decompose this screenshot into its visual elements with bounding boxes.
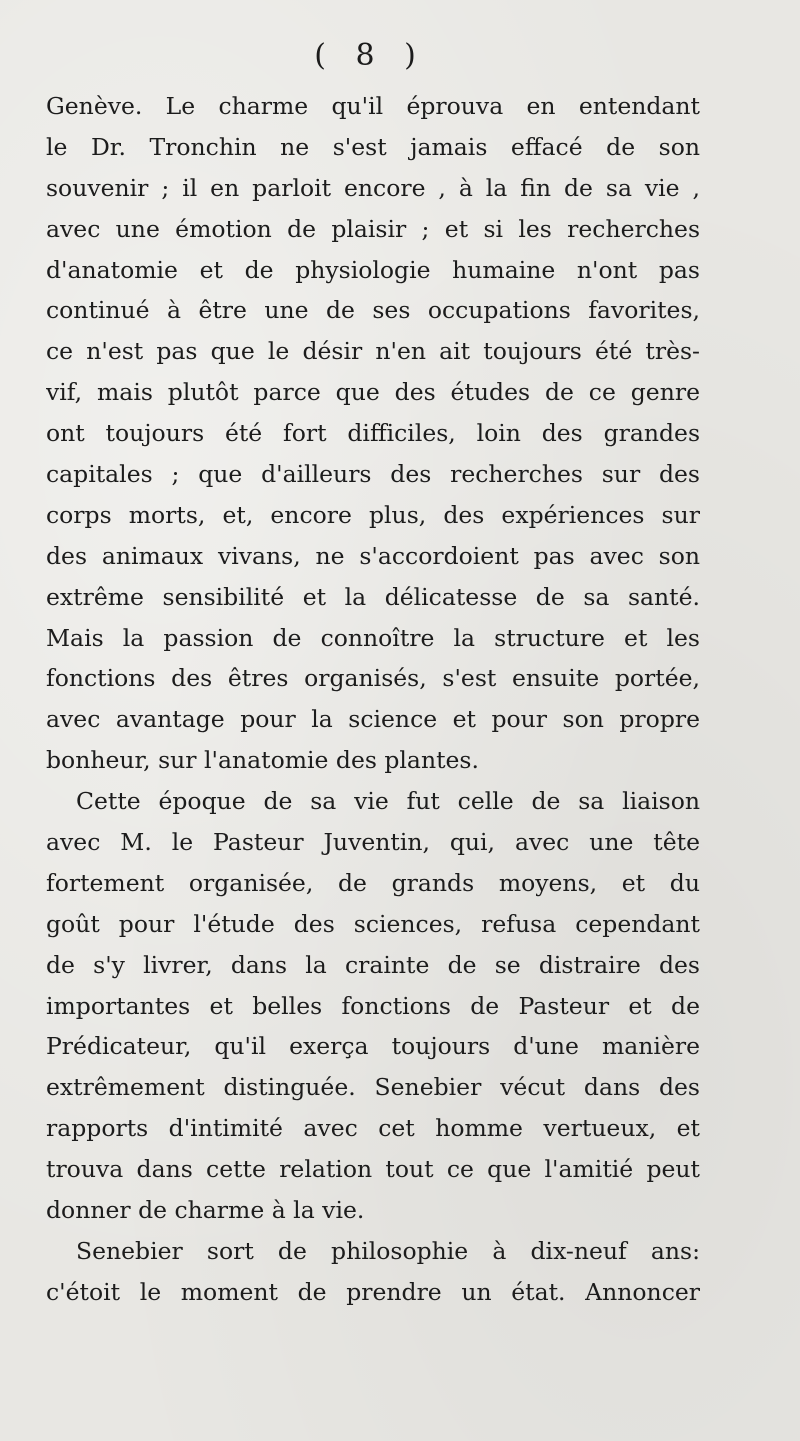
text-line: Senebier sort de philosophie à dix-neuf ans: [76,1236,700,1265]
text-line: importantes et belles fonctions de Pasteur et de [46,991,700,1020]
text-line: de s'y livrer, dans la crainte de se distraire des [46,950,700,979]
page-number: ( 8 ) [314,38,426,73]
text-line: des animaux vivans, ne s'accordoient pas avec son [46,541,700,570]
text-line: avec avantage pour la science et pour son propre [46,705,700,734]
text-line: vif, mais plutôt parce que des études de ce genre [46,378,700,407]
text-line: souvenir ; il en parloit encore , à la fin de sa vie , [46,173,700,202]
text-line: avec M. le Pasteur Juventin, qui, avec une tête [46,828,700,857]
text-line: Mais la passion de connoître la structure et les [46,623,700,652]
text-line: c'étoit le moment de prendre un état. Annoncer [46,1277,700,1306]
paragraph-3 [46,1231,700,1313]
text-line: fonctions des êtres organisés, s'est ensuite portée, [46,664,700,693]
text-line: trouva dans cette relation tout ce que l'amitié peut [46,1155,700,1184]
text-line: Cette époque de sa vie fut celle de sa liaison [76,787,700,816]
text-line: rapports d'intimité avec cet homme vertueux, et [46,1114,700,1143]
text-line: goût pour l'étude des sciences, refusa cependant [46,909,700,938]
text-line: Genève. Le charme qu'il éprouva en entendant [46,92,700,120]
paragraph-2 [46,781,700,1231]
text-line: bonheur, sur l'anatomie des plantes. [46,746,479,775]
text-line: continué à être une de ses occupations favorites, [46,296,700,325]
text-line: corps morts, et, encore plus, des expériences sur [46,500,700,529]
text-line: avec une émotion de plaisir ; et si les recherches [46,214,700,243]
body-text [46,86,700,1313]
text-line: fortement organisée, de grands moyens, et du [46,868,700,897]
text-line: Prédicateur, qu'il exerça toujours d'une manière [46,1032,700,1061]
paragraph-1 [46,86,700,781]
text-line: extrêmement distinguée. Senebier vécut dans des [46,1073,700,1102]
text-line: donner de charme à la vie. [46,1196,365,1225]
text-line: ont toujours été fort difficiles, loin des grandes [46,419,700,448]
text-line: d'anatomie et de physiologie humaine n'ont pas [46,255,700,284]
text-line: ce n'est pas que le désir n'en ait toujours été très- [46,337,700,366]
text-line: capitales ; que d'ailleurs des recherches sur des [46,460,700,489]
text-line: extrême sensibilité et la délicatesse de sa santé. [46,582,700,611]
text-line: le Dr. Tronchin ne s'est jamais effacé de son [46,132,700,161]
